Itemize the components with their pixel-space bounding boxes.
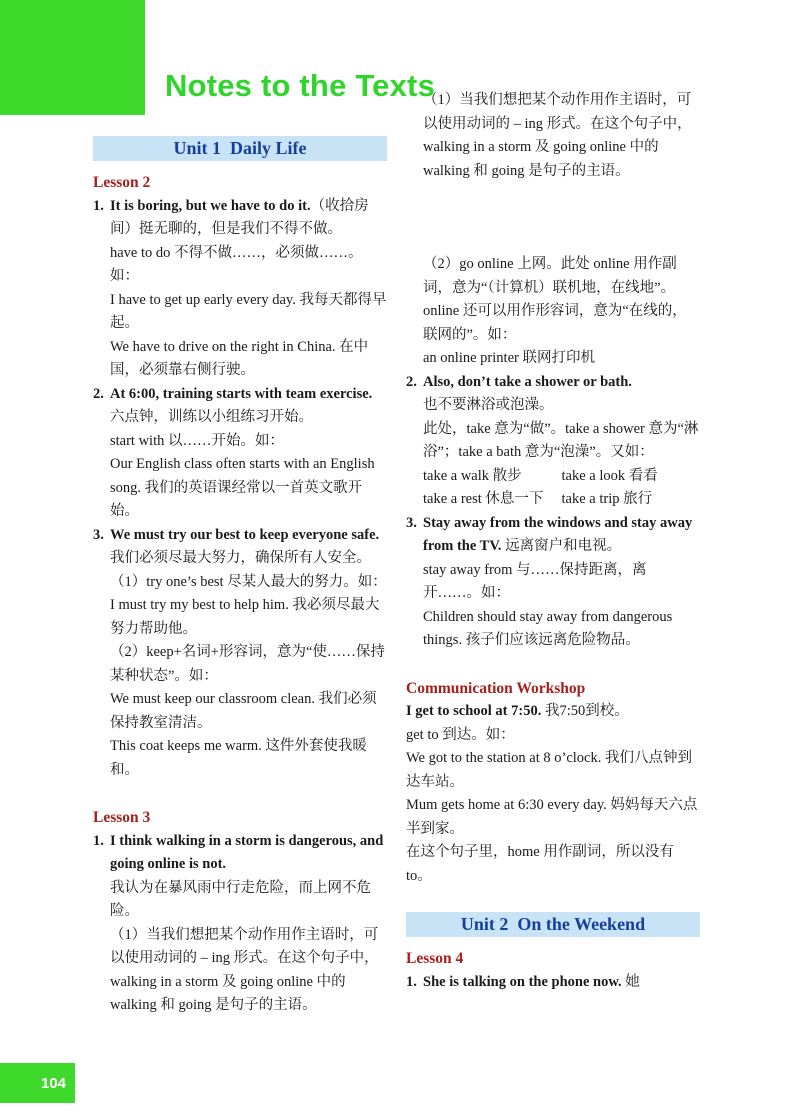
note-example: Children should stay away from dangerous things. 孩子们应该远离危险物品。 xyxy=(423,608,673,648)
note-example: I must try my best to help him. 我必须尽最大努力帮助他。 xyxy=(110,597,380,637)
lesson3-heading: Lesson 3 xyxy=(93,809,151,826)
note-translation: 我认为在暴风雨中行走危险，而上网不危险。 xyxy=(110,879,371,919)
note-translation: 她 xyxy=(621,973,640,990)
phrase-item: take a look 看看 xyxy=(561,467,658,484)
phrase-pair-row xyxy=(423,488,700,512)
note-translation: 我们必须尽最大努力，确保所有人安全。 xyxy=(110,550,371,566)
note-sentence: It is boring, but we have to do it. xyxy=(110,197,311,214)
note-explanation: have to do 不得不做……，必须做……。如： xyxy=(110,244,363,284)
right-column xyxy=(406,92,700,994)
workshop-sentence: I get to school at 7:50. xyxy=(406,703,542,719)
note-sentence: She is talking on the phone now. xyxy=(423,973,622,990)
note-sentence: Also, don’t take a shower or bath. xyxy=(423,373,632,390)
unit2-banner: Unit 2 On the Weekend xyxy=(406,912,700,937)
note-number: 3. xyxy=(93,526,104,543)
note-sentence: At 6:00, training starts with team exercise. xyxy=(110,385,373,402)
page-title: Notes to the Texts xyxy=(165,68,436,103)
note-number: 3. xyxy=(406,514,417,531)
note-example: an online printer 联网打印机 xyxy=(423,350,595,366)
note-example: Our English class often starts with an English song. 我们的英语课经常以一首英文歌开始。 xyxy=(110,456,375,519)
note-number: 2. xyxy=(406,373,417,390)
note-translation: 六点钟，训练以小组练习开始。 xyxy=(110,409,313,425)
note-number: 2. xyxy=(93,385,104,402)
note-translation: 远离窗户和电视。 xyxy=(501,538,622,554)
note-explanation: （1）try one’s best 尽某人最大的努力。如： xyxy=(110,573,387,590)
note-translation: （收拾房间）挺无聊的，但是我们不得不做。 xyxy=(110,197,369,237)
unit1-banner: Unit 1 Daily Life xyxy=(93,136,387,161)
phrase-item: take a walk 散步 xyxy=(423,467,522,484)
note-example: We have to drive on the right in China. 在中国，必须靠右侧行驶。 xyxy=(110,338,369,378)
note-translation: 也不要淋浴或泡澡。 xyxy=(423,397,554,413)
note-explanation: （2）go online 上网。此处 online 用作副词，意为“（计算机）联机地，在线地”。online 还可以用作形容词，意为“在线的，联网的”。如： xyxy=(423,256,687,343)
phrase-pair-row xyxy=(423,465,700,489)
workshop-translation: 我7:50到校。 xyxy=(541,703,629,719)
note-number: 1. xyxy=(93,197,104,214)
workshop-example: We got to the station at 8 o’clock. 我们八点钟到达车站。 xyxy=(406,750,692,790)
lesson3-note-2 xyxy=(406,371,700,395)
corner-accent-block xyxy=(0,0,145,115)
note-explanation: （2）keep+名词+形容词，意为“使……保持某种状态”。如： xyxy=(110,644,385,684)
note-explanation: stay away from 与……保持距离，离开……。如： xyxy=(423,561,647,601)
page-number: 104 xyxy=(41,1075,67,1092)
workshop-example: Mum gets home at 6:30 every day. 妈妈每天六点半到家。 xyxy=(406,797,698,837)
lesson2-note-2 xyxy=(93,383,387,430)
note-explanation: start with 以……开始。如： xyxy=(110,432,284,449)
lesson2-heading: Lesson 2 xyxy=(93,174,151,191)
note-sentence: I think walking in a storm is dangerous, and going online is not. xyxy=(110,832,384,872)
lesson2-note-1 xyxy=(93,195,387,242)
lesson2-note-3 xyxy=(93,524,387,571)
workshop-heading: Communication Workshop xyxy=(406,679,586,697)
note-example: I have to get up early every day. 我每天都得早起。 xyxy=(110,291,387,331)
lesson4-heading: Lesson 4 xyxy=(406,950,464,967)
note-explanation-continued: （1）当我们想把某个动作用作主语时，可以使用动词的 – ing 形式。在这个句子中，walking in a storm 及 going online 中的 walking 和 going 是句子的主语。 xyxy=(423,92,692,179)
workshop-explanation: 在这个句子里，home 用作副词，所以没有 to。 xyxy=(406,844,674,884)
lesson3-note-1 xyxy=(93,830,387,877)
continued-explanation xyxy=(423,92,700,253)
note-example: We must keep our classroom clean. 我们必须保持教室清洁。 xyxy=(110,691,377,731)
note-example: This coat keeps me warm. 这件外套使我暖和。 xyxy=(110,738,367,778)
left-column xyxy=(93,136,387,1013)
note-number: 1. xyxy=(93,832,104,849)
phrase-item: take a rest 休息一下 xyxy=(423,491,544,507)
lesson4-note-1 xyxy=(406,971,700,995)
note-sentence: We must try our best to keep everyone safe. xyxy=(110,526,380,543)
note-explanation: 此处，take 意为“做”。take a shower 意为“淋浴”；take a bath 意为“泡澡”。又如： xyxy=(423,420,699,460)
workshop-explanation: get to 到达。如： xyxy=(406,726,515,743)
phrase-item: take a trip 旅行 xyxy=(561,491,653,507)
note-number: 1. xyxy=(406,973,417,990)
note-sentence: Stay away from the windows and stay away from the TV. xyxy=(423,514,693,554)
note-explanation: （1）当我们想把某个动作用作主语时，可以使用动词的 – ing 形式。在这个句子中，walking in a storm 及 going online 中的 walking 和 going 是句子的主语。 xyxy=(110,926,379,1013)
lesson3-note-3 xyxy=(406,512,700,559)
